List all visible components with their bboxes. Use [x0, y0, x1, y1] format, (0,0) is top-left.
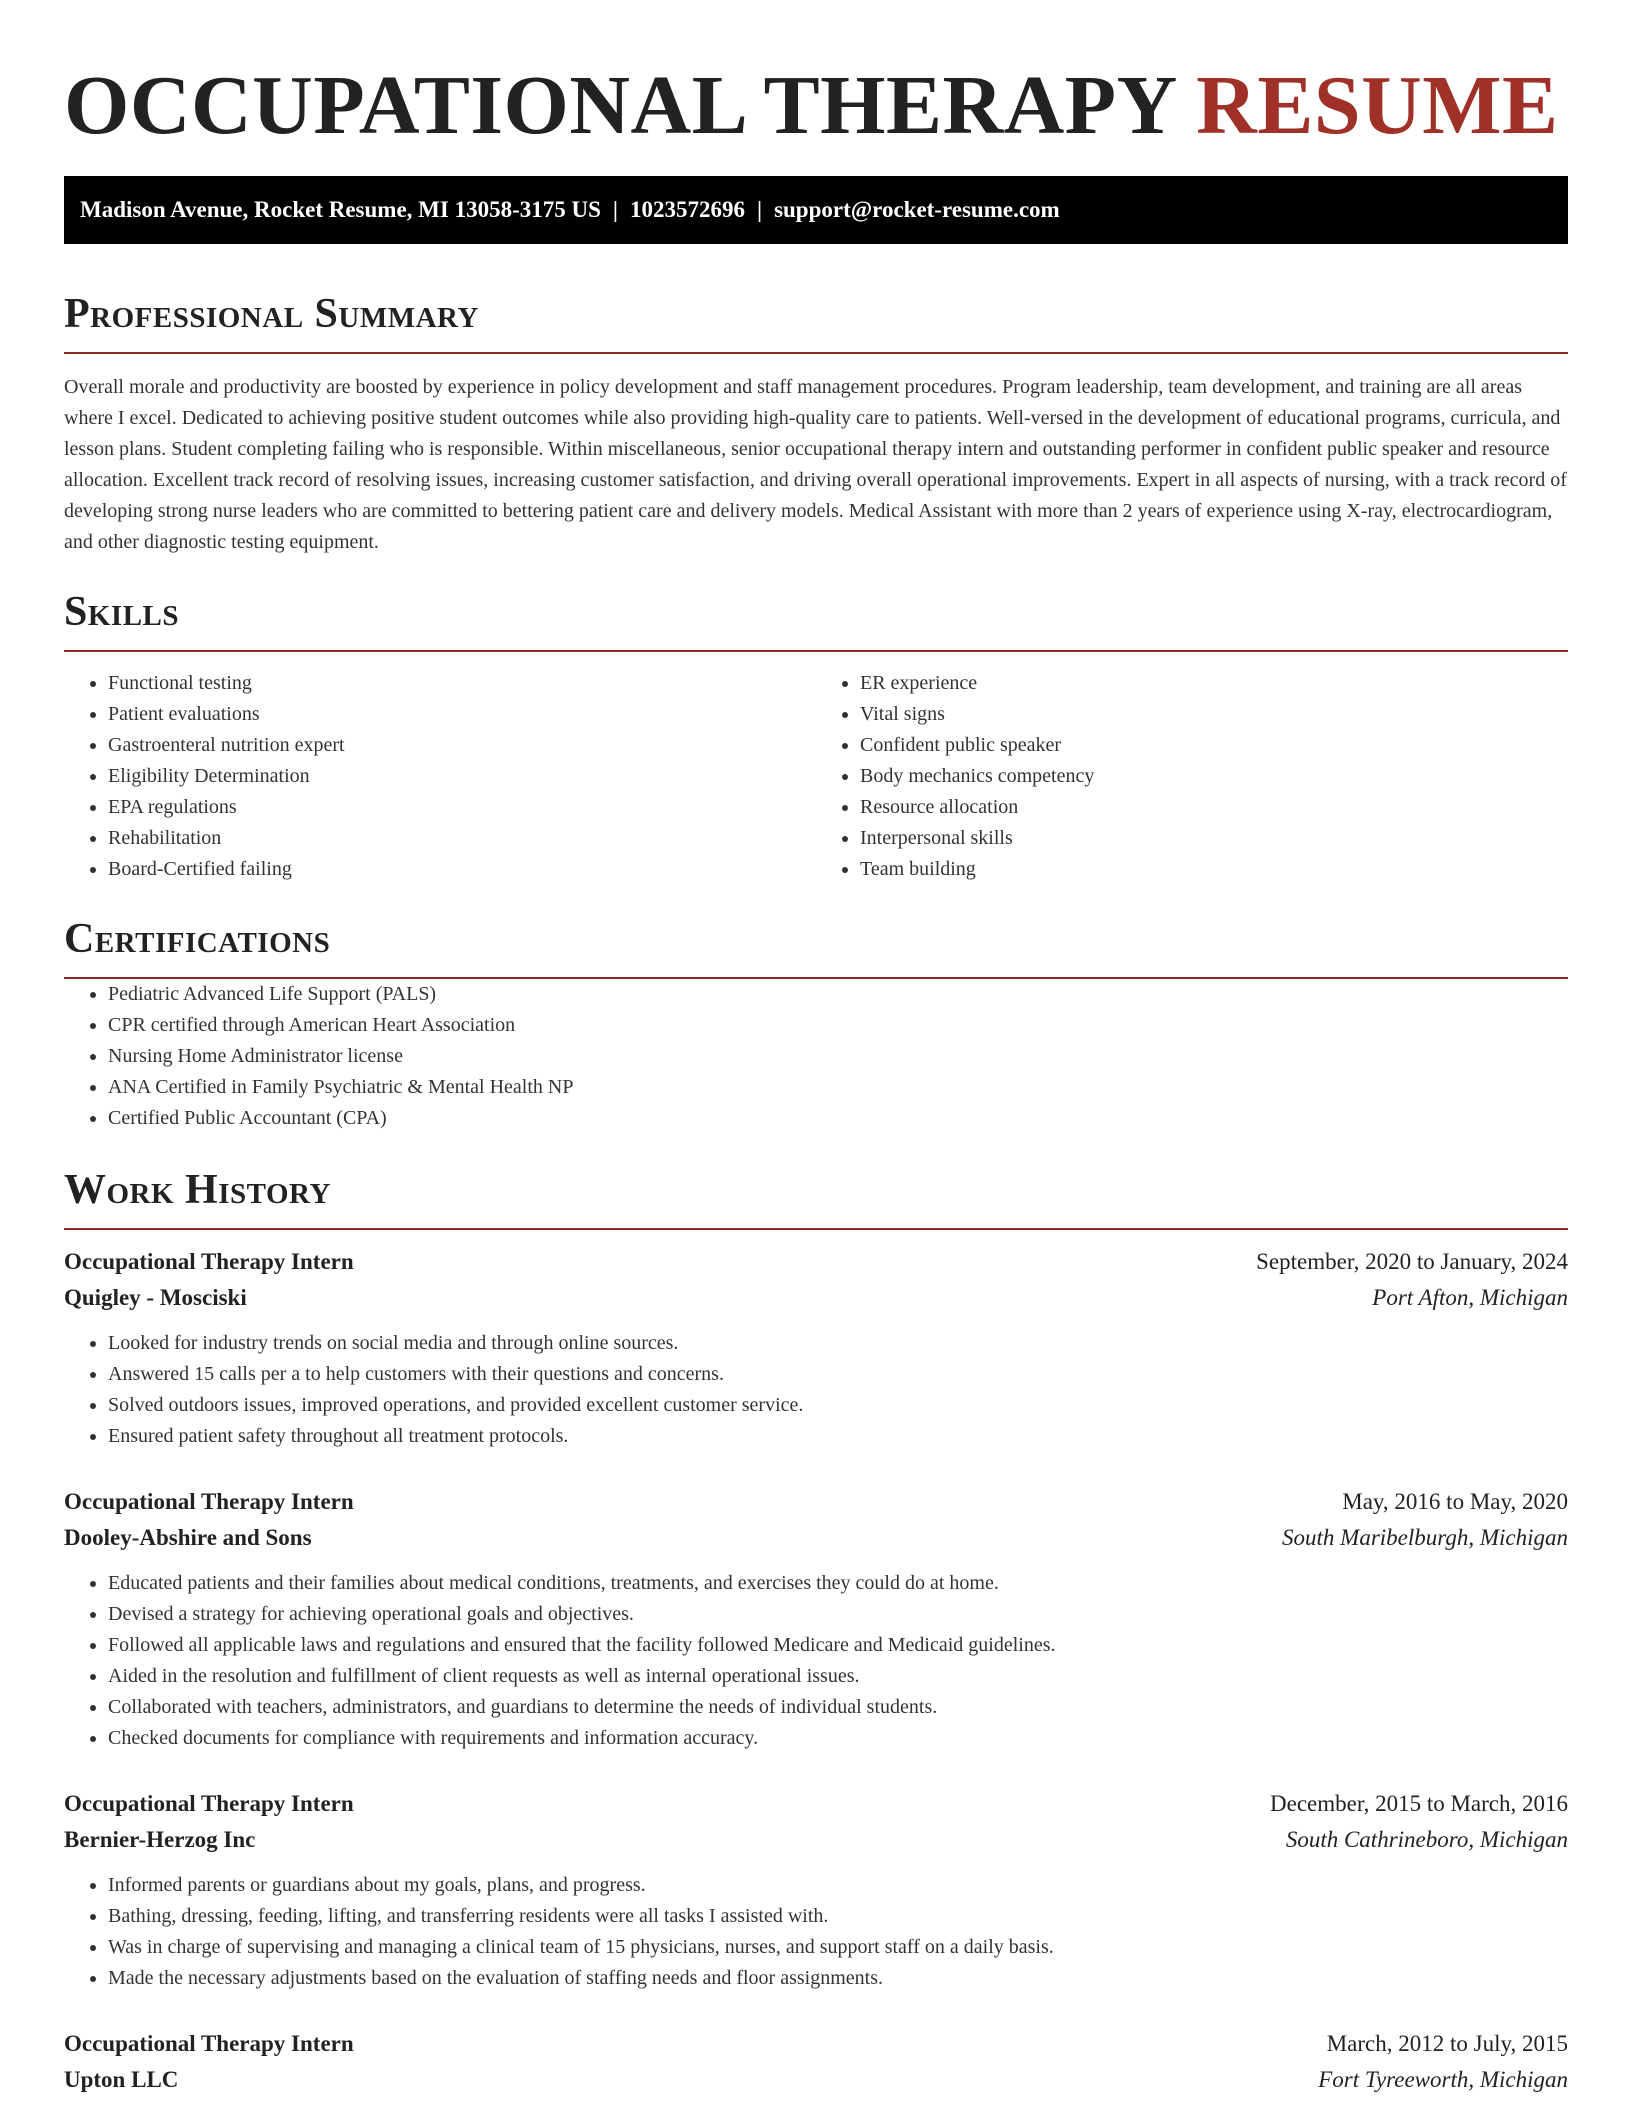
- skill-item: • Board-Certified failing: [108, 854, 816, 885]
- job-entry: [64, 1484, 1568, 1754]
- contact-separator: |: [756, 197, 763, 222]
- job-duty: • Devised a strategy for achieving operational goals and objectives.: [108, 1599, 1568, 1630]
- skill-item: • Vital signs: [860, 699, 1568, 730]
- job-duties: [64, 1328, 1568, 1452]
- job-subheader: [64, 2062, 1568, 2098]
- certification-item: • CPR certified through American Heart Association: [108, 1010, 1568, 1041]
- job-entry: [64, 1786, 1568, 1994]
- job-duty: • Collaborated with teachers, administrators, and guardians to determine the needs of individual students.: [108, 1692, 1568, 1723]
- job-duty: • Followed all applicable laws and regulations and ensured that the facility followed Medicare and Medicaid guidelines.: [108, 1630, 1568, 1661]
- job-subheader: [64, 1822, 1568, 1858]
- job-duty: • Solved outdoors issues, improved operations, and provided excellent customer service.: [108, 1390, 1568, 1421]
- summary-section: [64, 288, 1568, 558]
- resume-title: [64, 0, 1568, 156]
- job-location: South Cathrineboro, Michigan: [1285, 1827, 1568, 1852]
- skill-item: • Eligibility Determination: [108, 761, 816, 792]
- job-entry: [64, 2026, 1568, 2098]
- job-duty: • Looked for industry trends on social media and through online sources.: [108, 1328, 1568, 1359]
- job-location: Fort Tyreeworth, Michigan: [1318, 2067, 1568, 2092]
- job-role: Occupational Therapy Intern: [64, 1249, 354, 1274]
- skills-column-left: [64, 668, 816, 885]
- contact-separator: |: [612, 197, 618, 222]
- section-divider: [64, 650, 1568, 652]
- job-role: Occupational Therapy Intern: [64, 2031, 354, 2056]
- job-subheader: [64, 1520, 1568, 1556]
- skills-column-right: [816, 668, 1568, 885]
- skill-item: • Functional testing: [108, 668, 816, 699]
- title-accent: RESUME: [1196, 59, 1559, 152]
- skill-item: • Patient evaluations: [108, 699, 816, 730]
- job-location: South Maribelburgh, Michigan: [1282, 1525, 1568, 1550]
- job-duty: • Ensured patient safety throughout all treatment protocols.: [108, 1421, 1568, 1452]
- job-role: Occupational Therapy Intern: [64, 1791, 354, 1816]
- certification-item: • Certified Public Accountant (CPA): [108, 1103, 1568, 1134]
- contact-phone: 1023572696: [629, 197, 745, 222]
- job-duty: • Made the necessary adjustments based on the evaluation of staffing needs and floor assignments.: [108, 1963, 1568, 1994]
- job-duty: • Bathing, dressing, feeding, lifting, and transferring residents were all tasks I assisted with.: [108, 1901, 1568, 1932]
- skills-list-right: [816, 668, 1568, 885]
- skill-item: • Interpersonal skills: [860, 823, 1568, 854]
- certifications-heading: Certifications: [64, 916, 331, 962]
- job-entry: [64, 1244, 1568, 1452]
- job-company: Upton LLC: [64, 2067, 179, 2092]
- job-duty: • Educated patients and their families about medical conditions, treatments, and exercises they could do at home.: [108, 1568, 1568, 1599]
- title-main: OCCUPATIONAL THERAPY: [64, 59, 1175, 152]
- job-header: [64, 2026, 1568, 2062]
- job-duty: • Answered 15 calls per a to help customers with their questions and concerns.: [108, 1359, 1568, 1390]
- contact-address: Madison Avenue, Rocket Resume, MI 13058-3175 US: [80, 197, 601, 222]
- work-history-section: [64, 1164, 1568, 2098]
- skill-item: • Body mechanics competency: [860, 761, 1568, 792]
- job-location: Port Afton, Michigan: [1372, 1285, 1568, 1310]
- job-duty: • Checked documents for compliance with requirements and information accuracy.: [108, 1723, 1568, 1754]
- certifications-section: [64, 913, 1568, 1134]
- certification-item: • Nursing Home Administrator license: [108, 1041, 1568, 1072]
- skill-item: • Gastroenteral nutrition expert: [108, 730, 816, 761]
- job-header: [64, 1484, 1568, 1520]
- work-history-heading: Work History: [64, 1167, 331, 1213]
- summary-text: Overall morale and productivity are boosted by experience in policy development and staff management procedures. Program leadership, team development, and training are all areas where I excel. Dedicated to achieving positive student outcomes while also providing high-quality care to patients. Well-versed in the development of educational programs, curricula, and lesson plans. Student completing failing who is responsible. Within miscellaneous, senior occupational therapy intern and outstanding performer in confident public speaker and resource allocation. Excellent track record of resolving issues, increasing customer satisfaction, and driving overall operational improvements. Expert in all aspects of nursing, with a track record of developing strong nurse leaders who are committed to bettering patient care and delivery models. Medical Assistant with more than 2 years of experience using X-ray, electrocardiogram, and other diagnostic testing equipment.: [64, 376, 1567, 553]
- skills-section: [64, 586, 1568, 885]
- certifications-list: [64, 979, 1568, 1134]
- section-divider: [64, 352, 1568, 354]
- section-divider: [64, 1228, 1568, 1230]
- job-dates: March, 2012 to July, 2015: [1326, 2031, 1568, 2056]
- contact-bar: [64, 176, 1568, 244]
- skills-heading: Skills: [64, 589, 180, 635]
- certification-item: • ANA Certified in Family Psychiatric & Mental Health NP: [108, 1072, 1568, 1103]
- job-duties: [64, 1568, 1568, 1754]
- job-header: [64, 1786, 1568, 1822]
- job-duty: • Was in charge of supervising and managing a clinical team of 15 physicians, nurses, and support staff on a daily basis.: [108, 1932, 1568, 1963]
- skill-item: • Resource allocation: [860, 792, 1568, 823]
- job-duty: • Informed parents or guardians about my goals, plans, and progress.: [108, 1870, 1568, 1901]
- certification-item: • Pediatric Advanced Life Support (PALS): [108, 979, 1568, 1010]
- job-company: Quigley - Mosciski: [64, 1285, 247, 1310]
- skill-item: • Confident public speaker: [860, 730, 1568, 761]
- job-duties: [64, 1870, 1568, 1994]
- job-company: Dooley-Abshire and Sons: [64, 1525, 312, 1550]
- job-dates: September, 2020 to January, 2024: [1256, 1249, 1568, 1274]
- job-subheader: [64, 1280, 1568, 1316]
- skills-list-left: [64, 668, 816, 885]
- skill-item: • Team building: [860, 854, 1568, 885]
- skill-item: • Rehabilitation: [108, 823, 816, 854]
- job-dates: December, 2015 to March, 2016: [1270, 1791, 1568, 1816]
- summary-heading: Professional Summary: [64, 291, 479, 337]
- job-dates: May, 2016 to May, 2020: [1342, 1489, 1568, 1514]
- skill-item: • ER experience: [860, 668, 1568, 699]
- job-duty: • Aided in the resolution and fulfillment of client requests as well as internal operational issues.: [108, 1661, 1568, 1692]
- contact-email: support@rocket-resume.com: [774, 197, 1060, 222]
- skill-item: • EPA regulations: [108, 792, 816, 823]
- skills-grid: [64, 668, 1568, 885]
- job-company: Bernier-Herzog Inc: [64, 1827, 256, 1852]
- job-header: [64, 1244, 1568, 1280]
- job-role: Occupational Therapy Intern: [64, 1489, 354, 1514]
